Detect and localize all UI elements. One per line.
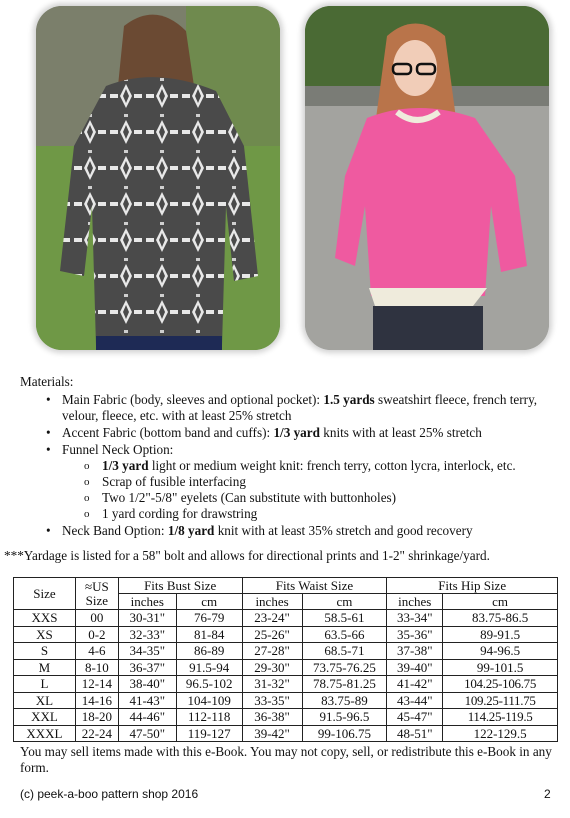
table-row xyxy=(14,692,558,709)
table-cell: 122-129.5 xyxy=(443,725,558,742)
photo-back-view xyxy=(36,6,280,350)
neck-band-amount: 1/8 yard xyxy=(167,523,215,538)
unit-inches-header: inches xyxy=(118,594,176,610)
funnel-neck-subitem: o Two 1/2"-5/8" eyelets (Can substitute with buttonholes) xyxy=(102,490,560,506)
table-cell: 35-36" xyxy=(387,626,443,643)
funnel-neck-item: • Funnel Neck Option: o 1/3 yard light or medium weight knit: french terry, cotton lycra, interlock, etc. o Scrap of fusible interfacing o Two 1/2"-5/8" eyelets (Can substitute with buttonholes) o 1 yard cording for drawstring xyxy=(62,442,560,522)
table-cell: 81-84 xyxy=(176,626,242,643)
table-cell: 91.5-96.5 xyxy=(302,709,387,726)
table-cell: 78.75-81.25 xyxy=(302,676,387,693)
table-row xyxy=(14,626,558,643)
main-fabric-amount: 1.5 yards xyxy=(323,392,375,407)
funnel-neck-subitem: o 1 yard cording for drawstring xyxy=(102,506,560,522)
table-cell: 47-50" xyxy=(118,725,176,742)
table-cell: XXS xyxy=(14,610,76,627)
accent-fabric-amount: 1/3 yard xyxy=(273,425,320,440)
table-cell: 36-37" xyxy=(118,659,176,676)
table-cell: 33-34" xyxy=(387,610,443,627)
unit-inches-header: inches xyxy=(387,594,443,610)
col-bust-header: Fits Bust Size xyxy=(118,578,242,594)
unit-inches-header: inches xyxy=(242,594,302,610)
table-row xyxy=(14,643,558,660)
table-cell: 30-31" xyxy=(118,610,176,627)
yardage-note: ***Yardage is listed for a 58" bolt and allows for directional prints and 1-2" shrinkage/yard. xyxy=(4,548,490,563)
table-cell: 33-35" xyxy=(242,692,302,709)
table-cell: 94-96.5 xyxy=(443,643,558,660)
table-cell: L xyxy=(14,676,76,693)
table-cell: M xyxy=(14,659,76,676)
unit-cm-header: cm xyxy=(176,594,242,610)
funnel-neck-subitem: o 1/3 yard light or medium weight knit: french terry, cotton lycra, interlock, etc. xyxy=(102,458,560,474)
table-cell: 34-35" xyxy=(118,643,176,660)
table-cell: 23-24" xyxy=(242,610,302,627)
page-number: 2 xyxy=(544,787,551,801)
materials-section xyxy=(20,374,560,540)
table-cell: 27-28" xyxy=(242,643,302,660)
table-cell: 44-46" xyxy=(118,709,176,726)
table-cell: 0-2 xyxy=(75,626,118,643)
neck-band-item: • Neck Band Option: 1/8 yard knit with at least 35% stretch and good recovery xyxy=(62,523,560,539)
table-cell: 104.25-106.75 xyxy=(443,676,558,693)
accent-fabric-item: • Accent Fabric (bottom band and cuffs): 1/3 yard knits with at least 25% stretch xyxy=(62,425,560,441)
table-cell: 39-40" xyxy=(387,659,443,676)
table-cell: 83.75-86.5 xyxy=(443,610,558,627)
unit-cm-header: cm xyxy=(443,594,558,610)
table-cell: 31-32" xyxy=(242,676,302,693)
table-cell: 4-6 xyxy=(75,643,118,660)
table-cell: 00 xyxy=(75,610,118,627)
table-cell: XL xyxy=(14,692,76,709)
table-cell: 25-26" xyxy=(242,626,302,643)
table-cell: 104-109 xyxy=(176,692,242,709)
table-cell: XXL xyxy=(14,709,76,726)
back-view-illustration xyxy=(36,6,280,350)
copyright-text: (c) peek-a-boo pattern shop 2016 xyxy=(20,787,199,801)
size-chart-table xyxy=(13,577,558,742)
col-waist-header: Fits Waist Size xyxy=(242,578,387,594)
table-row xyxy=(14,659,558,676)
table-cell: 22-24 xyxy=(75,725,118,742)
table-cell: 99-106.75 xyxy=(302,725,387,742)
funnel-neck-subitem: o Scrap of fusible interfacing xyxy=(102,474,560,490)
table-cell: 43-44" xyxy=(387,692,443,709)
size-chart-body xyxy=(14,610,558,742)
table-cell: 48-51" xyxy=(387,725,443,742)
table-cell: 58.5-61 xyxy=(302,610,387,627)
photo-front-view xyxy=(305,6,549,350)
table-cell: 38-40" xyxy=(118,676,176,693)
materials-title: Materials: xyxy=(20,374,74,389)
table-row xyxy=(14,709,558,726)
table-cell: XXXL xyxy=(14,725,76,742)
col-size-header: Size xyxy=(14,578,76,610)
table-cell: 68.5-71 xyxy=(302,643,387,660)
table-row xyxy=(14,610,558,627)
table-cell: 109.25-111.75 xyxy=(443,692,558,709)
table-cell: 99-101.5 xyxy=(443,659,558,676)
table-cell: 91.5-94 xyxy=(176,659,242,676)
table-cell: 76-79 xyxy=(176,610,242,627)
table-cell: XS xyxy=(14,626,76,643)
table-cell: 45-47" xyxy=(387,709,443,726)
table-row xyxy=(14,725,558,742)
materials-list xyxy=(20,392,560,539)
table-cell: 41-43" xyxy=(118,692,176,709)
table-header-row xyxy=(14,578,558,594)
table-row xyxy=(14,676,558,693)
table-cell: 86-89 xyxy=(176,643,242,660)
table-cell: 14-16 xyxy=(75,692,118,709)
table-cell: 114.25-119.5 xyxy=(443,709,558,726)
license-notice: You may sell items made with this e-Book. You may not copy, sell, or redistribute this e-Book in any form. xyxy=(20,744,552,775)
table-cell: 73.75-76.25 xyxy=(302,659,387,676)
table-cell: 32-33" xyxy=(118,626,176,643)
table-cell: 63.5-66 xyxy=(302,626,387,643)
table-cell: 18-20 xyxy=(75,709,118,726)
col-hip-header: Fits Hip Size xyxy=(387,578,558,594)
col-us-size-header: ≈US Size xyxy=(75,578,118,610)
table-cell: 96.5-102 xyxy=(176,676,242,693)
front-view-illustration xyxy=(305,6,549,350)
table-cell: 119-127 xyxy=(176,725,242,742)
table-cell: 12-14 xyxy=(75,676,118,693)
table-cell: 41-42" xyxy=(387,676,443,693)
table-cell: 8-10 xyxy=(75,659,118,676)
table-cell: 89-91.5 xyxy=(443,626,558,643)
table-cell: 83.75-89 xyxy=(302,692,387,709)
table-cell: 112-118 xyxy=(176,709,242,726)
unit-cm-header: cm xyxy=(302,594,387,610)
table-cell: 36-38" xyxy=(242,709,302,726)
funnel-neck-sublist xyxy=(62,458,560,522)
table-cell: 37-38" xyxy=(387,643,443,660)
table-cell: S xyxy=(14,643,76,660)
table-cell: 39-42" xyxy=(242,725,302,742)
table-cell: 29-30" xyxy=(242,659,302,676)
main-fabric-item: • Main Fabric (body, sleeves and optional pocket): 1.5 yards sweatshirt fleece, french terry, velour, fleece, etc. with at least 25% stretch xyxy=(62,392,560,424)
